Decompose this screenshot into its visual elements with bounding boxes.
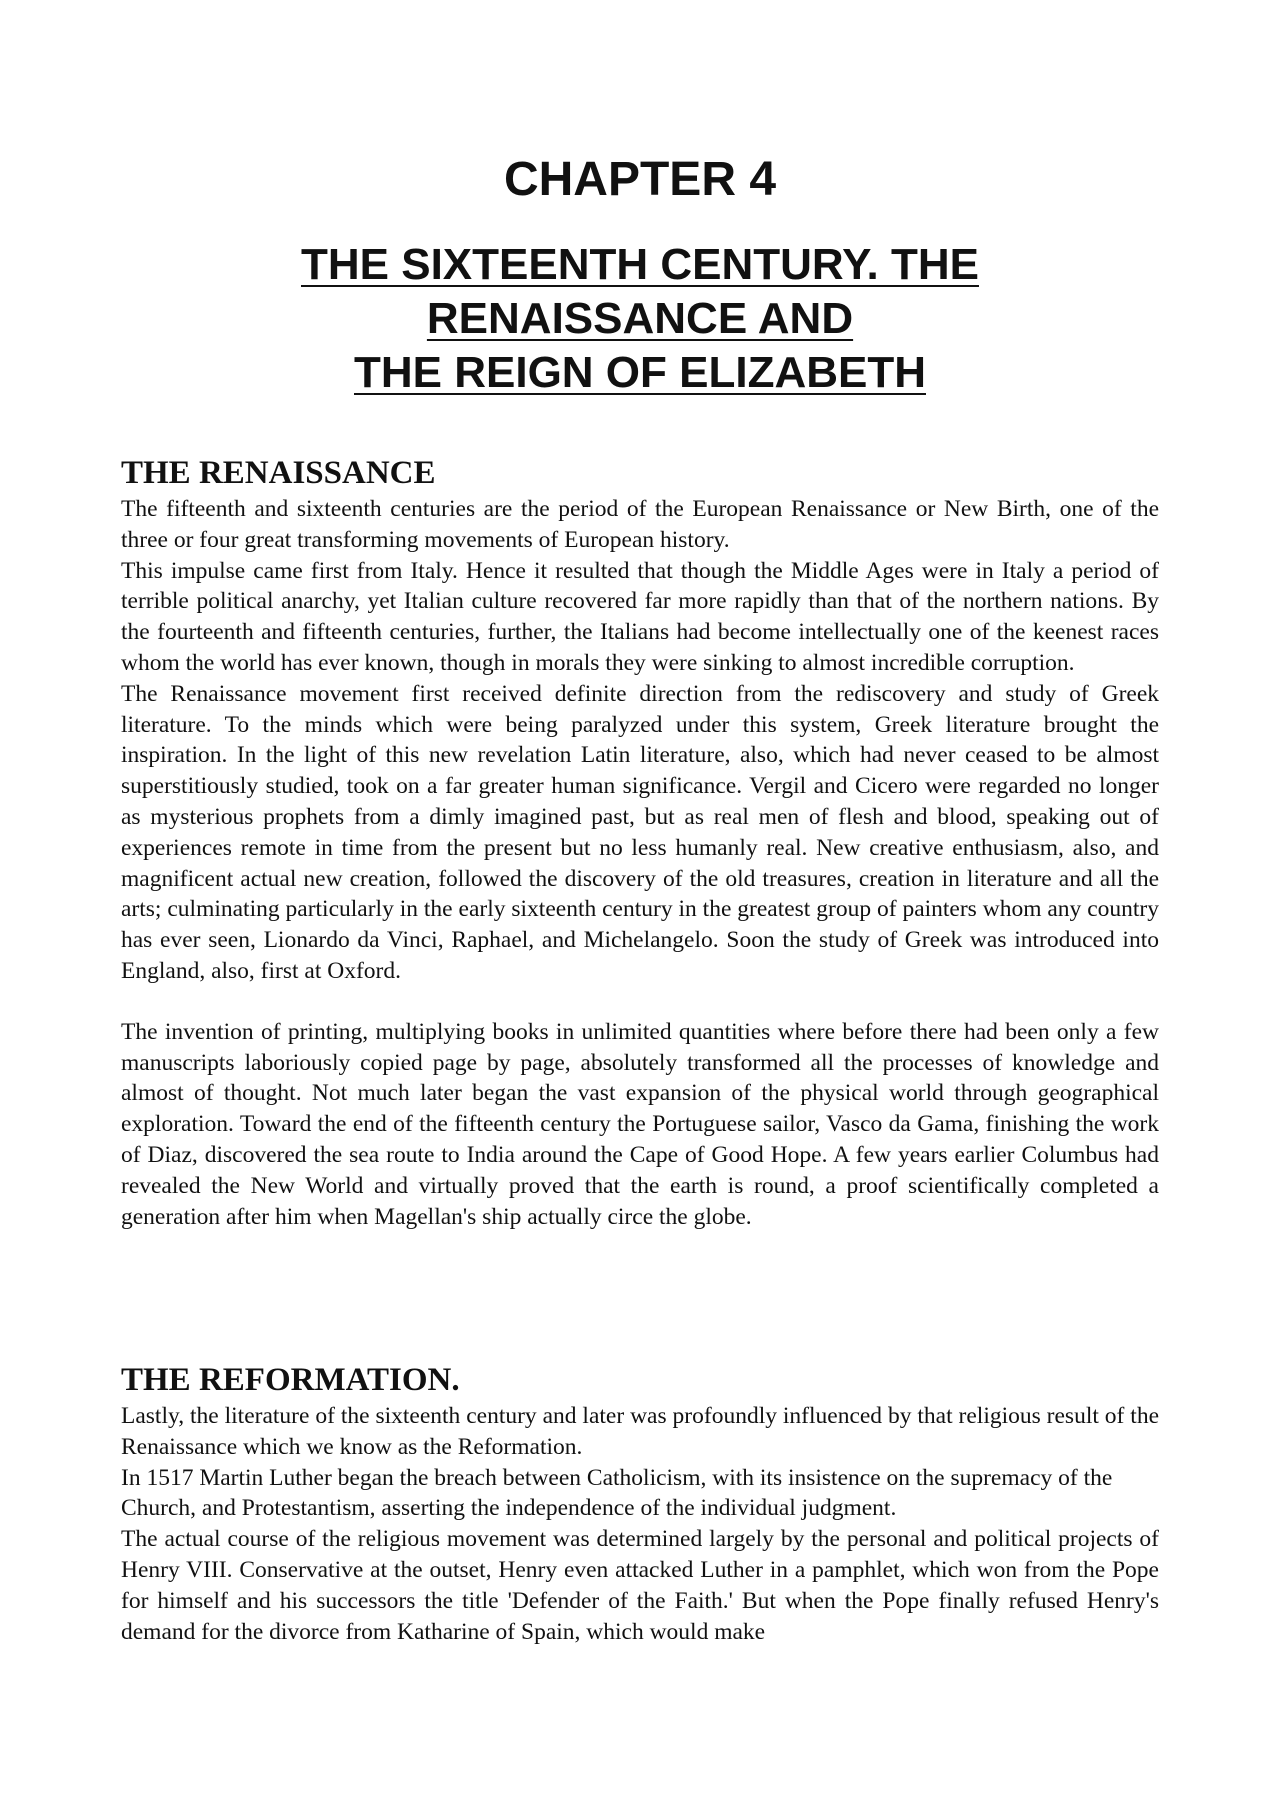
chapter-title-line: THE SIXTEENTH CENTURY. THE: [301, 240, 979, 289]
chapter-heading: CHAPTER 4: [503, 153, 777, 206]
section-reformation: [121, 1361, 1159, 1647]
paragraph: The Renaissance movement first received definite direction from the rediscovery and study of Greek literature. To the minds which were being paralyzed under this system, Greek literature brought the inspiration. In the light of this new revelation Latin literature, also, which had never ceased to be almost superstitiously studied, took on a far greater human significance. Vergil and Cicero were regarded no longer as mysterious prophets from a dimly imagined past, but as real men of flesh and blood, speaking out of experiences remote in time from the present but no less humanly real. New creative enthusiasm, also, and magnificent actual new creation, followed the discovery of the old treasures, creation in literature and all the arts; culminating particularly in the early sixteenth century in the greatest group of painters whom any country has ever seen, Lionardo da Vinci, Raphael, and Michelangelo. Soon the study of Greek was introduced into England, also, first at Oxford.: [121, 680, 1159, 984]
paragraph: The invention of printing, multiplying books in unlimited quantities where before there had been only a few manuscripts laboriously copied page by page, absolutely transformed all the processes of knowledge and almost of thought. Not much later began the vast expansion of the physical world through geographical exploration. Toward the end of the fifteenth century the Portuguese sailor, Vasco da Gama, finishing the work of Diaz, discovered the sea route to India around the Cape of Good Hope. A few years earlier Columbus had revealed the New World and virtually proved that the earth is round, a proof scientifically completed a generation after him when Magellan's ship actually circe the globe.: [121, 1018, 1159, 1230]
paragraph: Church, and Protestantism, asserting the independence of the individual judgment.: [121, 1495, 897, 1522]
section-heading: THE REFORMATION.: [121, 1362, 460, 1398]
paragraph: This impulse came first from Italy. Hence it resulted that though the Middle Ages were in Italy a period of terrible political anarchy, yet Italian culture recovered far more rapidly than that of the northern nations. By the fourteenth and fifteenth centuries, further, the Italians had become intellectually one of the keenest races whom the world has ever known, though in morals they were sinking to almost incredible corruption.: [121, 557, 1159, 676]
paragraph: The actual course of the religious movement was determined largely by the personal and political projects of Henry VIII. Conservative at the outset, Henry even attacked Luther in a pamphlet, which won from the Pope for himself and his successors the title 'Defender of the Faith.' But when the Pope finally refused Henry's demand for the divorce from Katharine of Spain, which would make: [121, 1526, 1159, 1645]
paragraph: Lastly, the literature of the sixteenth century and later was profoundly influenced by that religious result of the Renaissance which we know as the Reformation.: [121, 1403, 1159, 1460]
chapter-title-line: RENAISSANCE AND: [426, 294, 854, 343]
section-heading: THE RENAISSANCE: [121, 455, 436, 491]
chapter-title-line: THE REIGN OF ELIZABETH: [354, 348, 926, 397]
section-renaissance: [121, 454, 1159, 1232]
chapter-title: [0, 238, 1280, 400]
paragraph: The fifteenth and sixteenth centuries are the period of the European Renaissance or New Birth, one of the three or four great transforming movements of European history.: [121, 496, 1159, 553]
paragraph: In 1517 Martin Luther began the breach between Catholicism, with its insistence on the supremacy of the: [121, 1464, 1113, 1491]
